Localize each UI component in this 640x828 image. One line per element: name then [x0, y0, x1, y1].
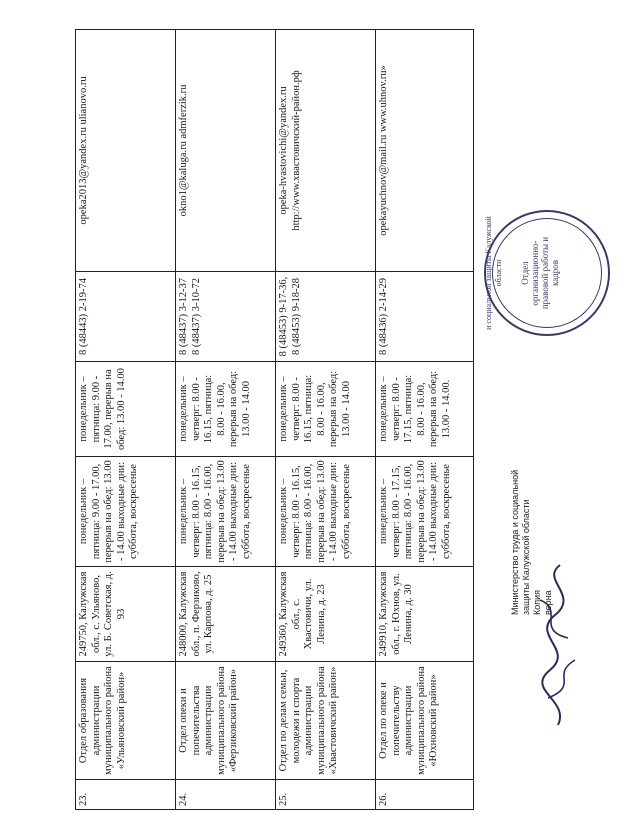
org-address: 248000, Калужская обл., п. Ферзиково, ул. Карпова, д. 25	[176, 567, 276, 662]
reception-hours: понедельник – четверг: 8.00 - 17.15, пятница: 8.00 - 16.00, перерыв на обед: 13.00 - 14.00.	[376, 362, 474, 457]
table-row	[376, 30, 474, 810]
org-address: 249910, Калужская обл., г. Юхнов, ул. Ленина, д. 30	[376, 567, 474, 662]
phone: 8 (48453) 9-17-36, 8 (48453) 9-18-28	[276, 272, 376, 362]
org-address: 249360, Калужская обл., с. Хвастовичи, ул. Ленина, д. 23	[276, 567, 376, 662]
contacts: okno1@kaluga.ru admferzik.ru	[176, 30, 276, 272]
row-number: 24.	[176, 780, 276, 810]
row-number: 26.	[376, 780, 474, 810]
org-name: Отдел образования администрации муниципального района «Ульяновский район»	[76, 662, 176, 780]
contacts: opeka-hvastovichi@yandex.ru http://www.хвастовичский-район.рф	[276, 30, 376, 272]
working-hours: понедельник – пятница: 9.00 - 17.00, перерыв на обед: 13.00 - 14.00 выходные дни: суббота, воскресенье	[76, 457, 176, 567]
org-address: 249750, Калужская обл., с. Ульяново, ул. Б. Советская, д. 93	[76, 567, 176, 662]
contacts: opekayuchnov@mail.ru www.uhnov.ru»	[376, 30, 474, 272]
cert-line-1: Министерство труда и социальной	[510, 469, 520, 615]
cert-line-2: защиты Калужской области	[521, 499, 531, 615]
phone: 8 (48436) 2-14-29	[376, 272, 474, 362]
org-name: Отдел по опеке и попечительству администрации муниципального района «Юхновский район»	[376, 662, 474, 780]
registry-table	[75, 29, 474, 810]
row-number: 25.	[276, 780, 376, 810]
table-row	[276, 30, 376, 810]
reception-hours: понедельник – пятница: 9.00 - 17.00, перерыв на обед: 13.00 - 14.00	[76, 362, 176, 457]
cert-line-3: Копия	[532, 589, 542, 615]
stamp-outer-text: и социальной защиты Калужской области	[484, 216, 503, 330]
table-row	[176, 30, 276, 810]
table-row	[76, 30, 176, 810]
org-name: Отдел опеки и попечительства администрации муниципального района «Ферзиковский район»	[176, 662, 276, 780]
official-stamp	[484, 210, 610, 336]
org-name: Отдел по делам семьи, молодежи и спорта администрации муниципального района «Хвастовичский район»	[276, 662, 376, 780]
reception-hours: понедельник – четверг: 8.00 - 16.15, пятница: 8.00 - 16.00, перерыв на обед: 13.00 - 14.00	[176, 362, 276, 457]
working-hours: понедельник – четверг: 8.00 - 16.15, пятница: 8.00 - 16.00, перерыв на обед: 13.00 - 14.00 выходные дни: суббота, воскресенье	[276, 457, 376, 567]
handwritten-signature	[520, 560, 600, 730]
reception-hours: понедельник – четверг: 8.00 - 16.15, пятница: 8.00 - 16.00, перерыв на обед: 13.00 - 14.00	[276, 362, 376, 457]
working-hours: понедельник – четверг: 8.00 - 17.15, пятница: 8.00 - 16.00, перерыв на обед: 13.00 - 14.00 выходные дни: суббота, воскресенье	[376, 457, 474, 567]
row-number: 23.	[76, 780, 176, 810]
phone: 8 (48437) 3-12-37 8 (48437) 3-10-72	[176, 272, 276, 362]
stamp-inner-text: Отдел организационно-правовой работы и кадров	[520, 236, 560, 310]
contacts: opeka2013@yandex.ru ulianovo.ru	[76, 30, 176, 272]
rotated-table-container	[75, 30, 473, 810]
working-hours: понедельник – четверг: 8.00 - 16.15, пятница: 8.00 - 16.00, перерыв на обед: 13.00 - 14.00 выходные дни: суббота, воскресенье	[176, 457, 276, 567]
phone: 8 (48443) 2-19-74	[76, 272, 176, 362]
cert-line-4: верна	[543, 590, 553, 615]
